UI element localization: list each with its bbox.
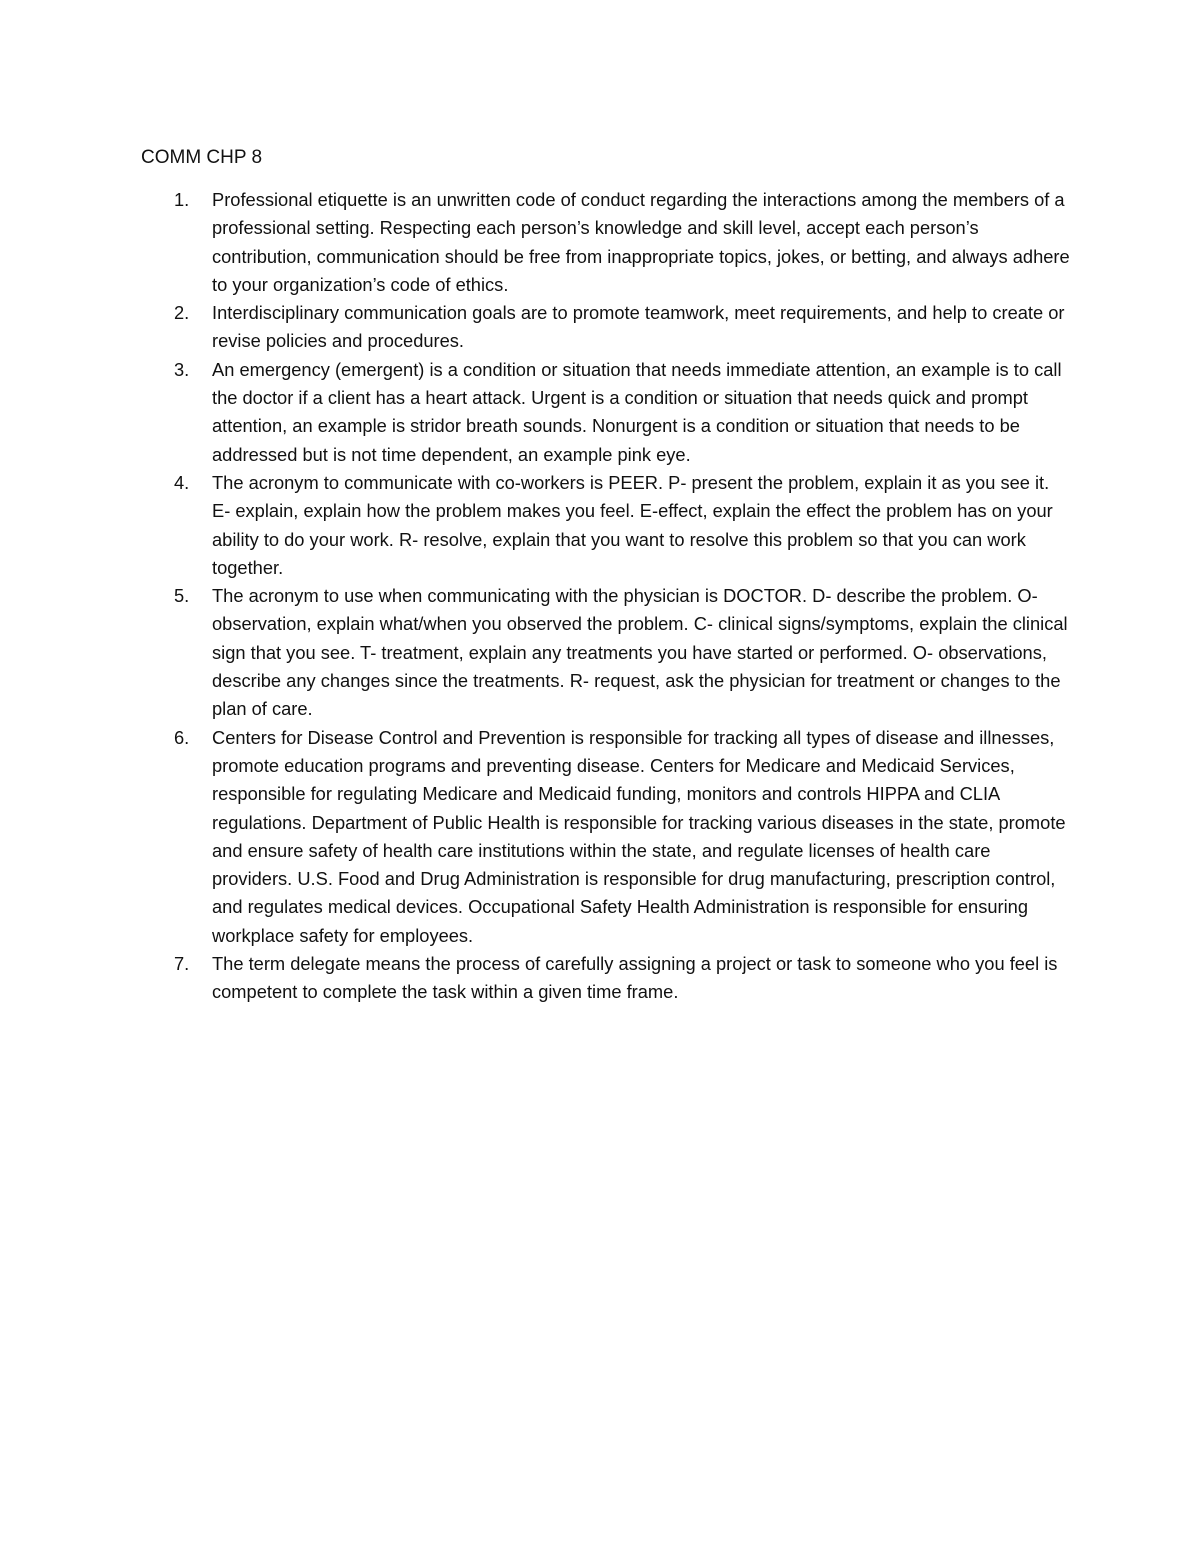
list-item [141, 950, 1071, 1007]
list-item-number: 5. [174, 585, 190, 607]
list-item-number: 6. [174, 726, 190, 748]
list-item-text: Centers for Disease Control and Prevention is responsible for tracking all types of disease and illnesses, promote education programs and preventing disease. Centers for Medicare and Medicaid Services, responsible for regulating Medicare and Medicaid funding, monitors and controls HIPPA and CLIA regulations. Department of Public Health is responsible for tracking various diseases in the state, promote and ensure safety of health care institutions within the state, and regulate licenses of health care providers. U.S. Food and Drug Administration is responsible for drug manufacturing, prescription control, and regulates medical devices. Occupational Safety Health Administration is responsible for ensuring workplace safety for employees. [212, 726, 1066, 946]
list-item-number: 3. [174, 358, 190, 380]
list-item-text: An emergency (emergent) is a condition or situation that needs immediate attention, an example is to call the doctor if a client has a heart attack. Urgent is a condition or situation that needs quick and prompt attention, an example is stridor breath sounds. Nonurgent is a condition or situation that needs to be addressed but is not time dependent, an example pink eye. [212, 358, 1062, 465]
list-item [141, 724, 1071, 950]
list-item-text: The acronym to communicate with co-workers is PEER. P- present the problem, explain it as you see it. E- explain, explain how the problem makes you feel. E-effect, explain the effect the problem has on your ability to do your work. R- resolve, explain that you want to resolve this problem so that you can work together. [212, 471, 1053, 578]
numbered-list [141, 186, 1071, 1007]
list-item-number: 7. [174, 953, 190, 975]
list-item [141, 356, 1071, 469]
list-item-text: Interdisciplinary communication goals are to promote teamwork, meet requirements, and help to create or revise policies and procedures. [212, 302, 1065, 352]
list-item-text: The acronym to use when communicating with the physician is DOCTOR. D- describe the problem. O- observation, explain what/when you observed the problem. C- clinical signs/symptoms, explain the clinical sign that you see. T- treatment, explain any treatments you have started or performed. O- observations, describe any changes since the treatments. R- request, ask the physician for treatment or changes to the plan of care. [212, 585, 1068, 720]
list-item-text: Professional etiquette is an unwritten code of conduct regarding the interactions among the members of a professional setting. Respecting each person’s knowledge and skill level, accept each person’s contribution, communication should be free from inappropriate topics, jokes, or betting, and always adhere to your organization’s code of ethics. [212, 189, 1070, 295]
list-item-number: 2. [174, 302, 190, 324]
list-item [141, 299, 1071, 356]
list-item [141, 469, 1071, 582]
list-item-number: 4. [174, 471, 190, 493]
list-item [141, 582, 1071, 723]
list-item-text: The term delegate means the process of carefully assigning a project or task to someone who you feel is competent to complete the task within a given time frame. [212, 953, 1058, 1003]
document-title: COMM CHP 8 [141, 147, 263, 168]
list-item [141, 186, 1071, 299]
list-item-number: 1. [174, 189, 190, 210]
